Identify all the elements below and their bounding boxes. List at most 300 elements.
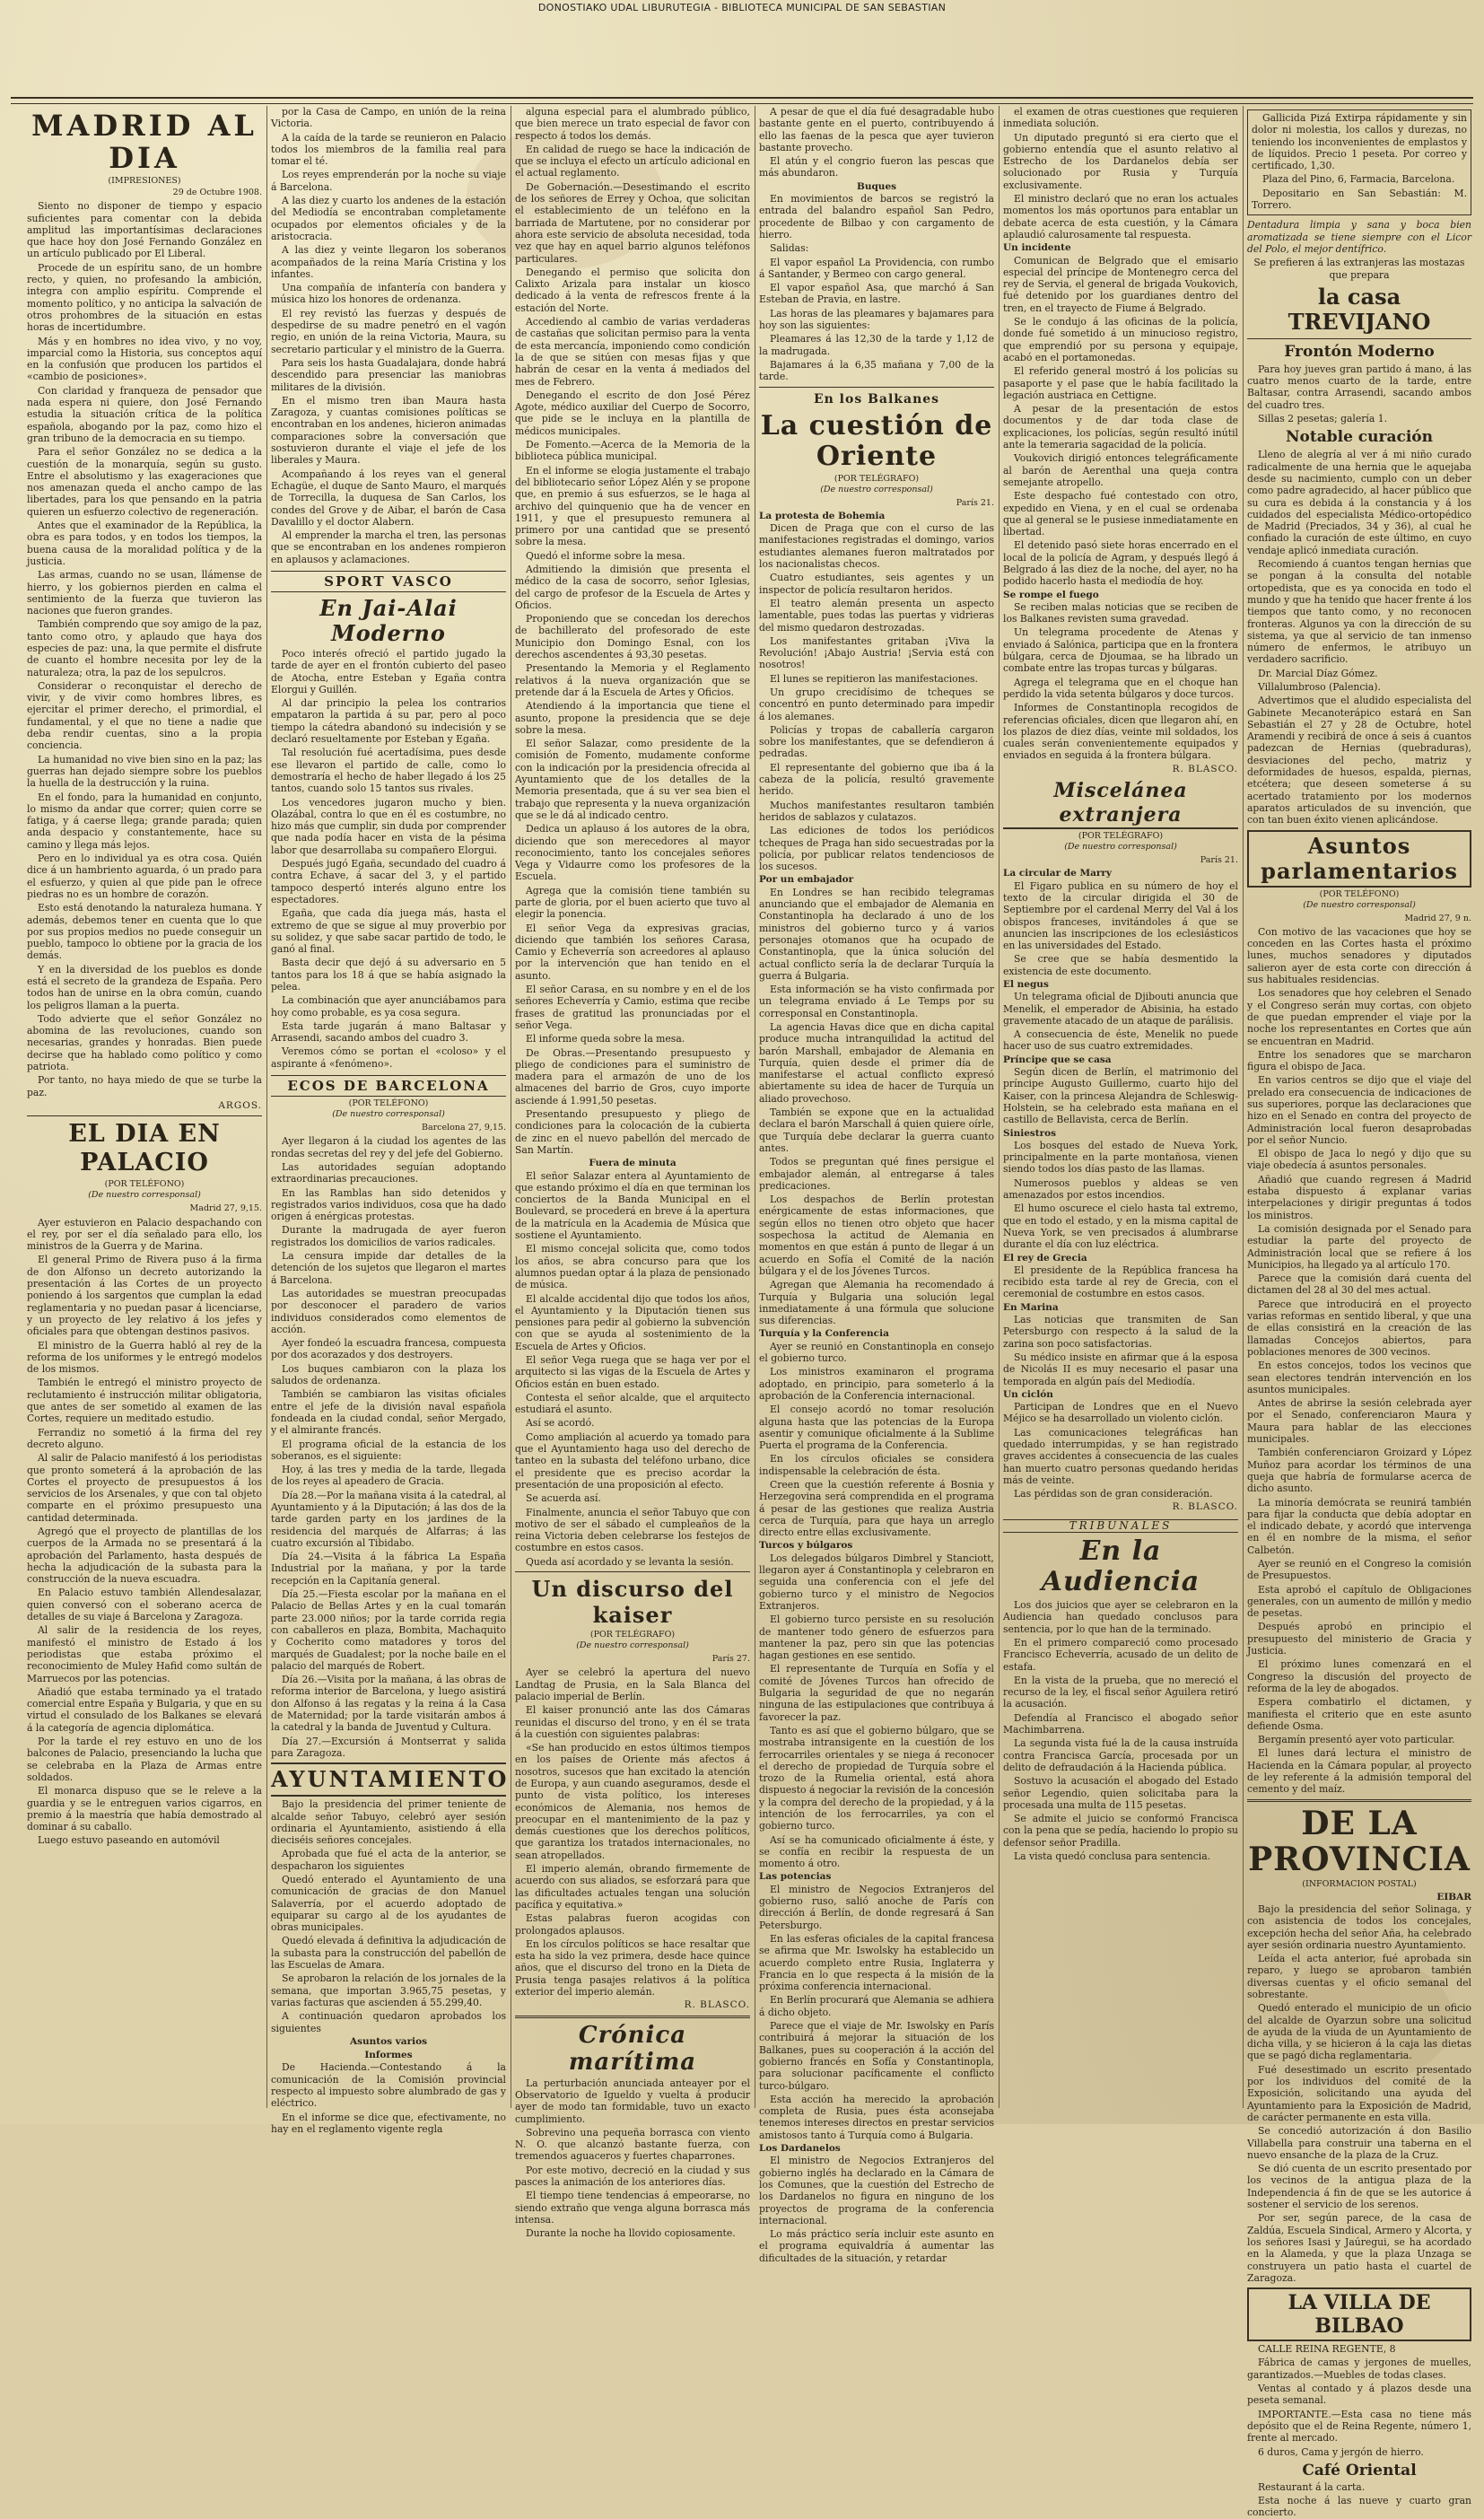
paragraph: Entre los senadores que se marcharon figura el obispo de Jaca. — [1247, 1048, 1471, 1073]
paragraph: Esta información se ha visto confirmada por un telegrama enviado á Le Temps por su corresponsal en Constantinopla. — [759, 984, 994, 1019]
paragraph: Advertimos que el aludido especialista del Gabinete Mecanoterápico estará en San Sebastián el 27 y 28 de Octubre, hotel Aramendi y recibirá de once á seis á cuantos padezcan de Hernias (quebraduras), desviaciones del pecho, matriz y deformidades de huesos, espalda, piernas, etcétera; que deseen someterse á su acertado tratamiento por los modernos aparatos articulados de su invención, que con tan buen éxito vienen aplicándose. — [1247, 695, 1471, 827]
paragraph: Aprobada que fué el acta de la anterior, se despacharon los siguientes — [271, 1848, 506, 1872]
paragraph: Los buques cambiaron con la plaza los saludos de ordenanza. — [271, 1362, 506, 1387]
paragraph: En los círculos políticos se hace resaltar que esta ha sido la vez primera, desde hace quince años, que el discurso del trono en la Dieta de Prusia tenga pasajes relativos á la política exterior del imperio alemán. — [515, 1937, 750, 1999]
paragraph: Las autoridades seguían adoptando extraordinarias precauciones. — [271, 1160, 506, 1185]
paragraph: El ministro declaró que no eran los actuales momentos los más oportunos para entablar un debate acerca de esta cuestión, y la Cámara aplaudió calurosamente tal respuesta. — [1003, 193, 1238, 241]
paragraph: El ministro de Negocios Extranjeros del gobierno inglés ha declarado en la Cámara de los Comunes, que la cuestión del Estrecho de los Dardanelos no figura en ninguno de los proyectos de programa de la conferencia internacional. — [759, 2155, 994, 2226]
paragraph: Admitiendo la dimisión que presenta el médico de la casa de socorro, señor Iglesias, del cargo de profesor de la Escuela de Artes y Oficios. — [515, 563, 750, 611]
paragraph: El señor Carasa, en su nombre y en el de los señores Echeverría y Camio, estima que recibe frases de gratitud las pronunciadas por el señor Vega. — [515, 984, 750, 1031]
paragraph: Salidas: — [770, 242, 809, 255]
paragraph: También comprendo que soy amigo de la paz, tanto como otro, y aplaudo que haya dos especies de paz: una, la que permite el disfrute de cuanto el hombre necesita por ley de la naturaleza; otra, la paz de los sepulcros. — [27, 618, 262, 678]
paragraph: Durante la noche ha llovido copiosamente. — [526, 2227, 736, 2240]
paragraph: Defendía al Francisco el abogado señor Machimbarrena. — [1003, 1711, 1238, 1736]
paragraph: Parece que la comisión dará cuenta del dictamen del 28 al 30 del mes actual. — [1247, 1273, 1471, 1297]
paragraph: Al dar principio la pelea los contrarios empataron la partida á su par, pero al poco tiempo la cátedra abandonó su indecisión y se declaró resueltamente por Esteban y Egaña. — [271, 697, 506, 746]
paragraph: Los ministros examinaron el programa adoptado, en principio, para someterlo á la aprobación de la Conferencia internacional. — [759, 1366, 994, 1402]
article-body — [1003, 991, 1238, 1052]
paragraph: Al salir de Palacio manifestó á los periodistas que pronto someterá á la aprobación de las Cortes el proyecto de presupuestos á los servicios de los Arsenales, y que con tal objeto comparte en el próximo presupuesto una cantidad determinada. — [27, 1452, 262, 1524]
paragraph: Tanto es así que el gobierno búlgaro, que se mostraba intransigente en la cuestión de los ferrocarriles orientales y se niega á reconocer el derecho de propiedad de Turquía sobre el trozo de la Rumelia oriental, está ahora dispuesto á negociar la revisión de la concesión y la compra del derecho de la propiedad, y á la intención de los ferrocarriles, ya con el gobierno turco. — [759, 1724, 994, 1832]
paragraph: Bajo la presidencia del primer teniente de alcalde señor Tabuyo, celebró ayer sesión ordinaria el Ayuntamiento, asistiendo á ella dieciséis señores concejales. — [271, 1798, 506, 1847]
byline-correspondent: (De nuestro corresponsal) — [1064, 842, 1177, 853]
dateline: 29 de Octubre 1908. — [172, 188, 262, 197]
column-divider — [266, 106, 267, 2108]
paragraph: El señor Vega da expresivas gracias, diciendo que también los señores Carasa, Camio y Echeverría son acreedores al aplauso por la intervención que han tenido en el asunto. — [515, 922, 750, 982]
paragraph: El alcalde accidental dijo que todos los años, el Ayuntamiento y la Diputación tienen sus pensiones para pedir al gobierno la subvención con que se ayuda al sostenimiento de la Escuela de Artes y Oficios. — [515, 1292, 750, 1352]
paragraph: Así se acordó. — [526, 1417, 595, 1430]
paragraph: El ministro de la Guerra habló al rey de la reforma de los uniformes y le entregó modelos de los mismos. — [27, 1339, 262, 1376]
section-title-palacio: EL DIA EN PALACIO — [68, 1120, 221, 1177]
paragraph: La agencia Havas dice que en dicha capital produce mucha intranquilidad la actitud del barón Marshall, embajador de Alemania en Turquía, quien desde el primer día de manifestarse el actual conflicto expresó abiertamente su idea de hacer de Turquía un aliado provechoso. — [759, 1021, 994, 1105]
paragraph: Por ser, según parece, de la casa de Zaldúa, Escuela Sindical, Armero y Alcorta, y los señores Isasi y Jaúregui, se ha acordado en la Alameda, y que la plaza Unzaga se construyera un patio hasta el cuartel de Zaragoza. — [1247, 2212, 1471, 2284]
paragraph: Las pérdidas son de gran consideración. — [1014, 1488, 1213, 1500]
paragraph: Día 25.—Fiesta escolar por la mañana en el Palacio de Bellas Artes y en la cual tomarán parte 23.000 niños; por la tarde corrida regia con caballeros en plaza, Bombita, Machaquito y Cocherito como matadores y toros del marqués de Guadalest; por la noche baile en el palacio del marqués de Robert. — [271, 1588, 506, 1672]
paragraph: También se cambiaron las visitas oficiales entre el jefe de la división naval española fondeada en la ciudad condal, señor Mergado, y el almirante francés. — [271, 1388, 506, 1437]
subhead: La protesta de Bohemia — [759, 510, 886, 521]
article-body — [271, 648, 506, 1070]
paragraph: También le entregó el ministro proyecto de reclutamiento é instrucción militar obligatoria, que antes de ser sometido al examen de las Cortes, requiere un meditado estudio. — [27, 1377, 262, 1425]
paragraph: Contesta el señor alcalde, que el arquitecto estudiará el asunto. — [515, 1391, 750, 1416]
paragraph: Las comunicaciones telegráficas han quedado interrumpidas, y se han registrado graves accidentes á consecuencia de las cuales han muerto cuatro personas quedando heridas más de veinte. — [1003, 1426, 1238, 1486]
paragraph: Muchos manifestantes resultaron también heridos de sablazos y culatazos. — [759, 799, 994, 823]
advertisement-gallicida — [1247, 109, 1471, 215]
paragraph: «Se han producido en estos últimos tiempos en los países de Oriente más afectos á nosotros, sucesos que han excitado la atención de Europa, y aun cuando aseguramos, desde el punto de vista político, los intereses económicos de Alemania, nos hemos de preocupar en el mantenimiento de la paz y demás cuestiones que los derechos políticos, que garantiza los tratados internacionales, no sean atropellados. — [515, 1742, 750, 1861]
section-title-curacion: Notable curación — [1285, 428, 1433, 447]
paragraph: Plaza del Pino, 6, Farmacia, Barcelona. — [1262, 173, 1455, 186]
paragraph: También conferenciaron Groizard y López Muñoz para acordar los términos de una queja que habría de formularse acerca de dicho asunto. — [1247, 1447, 1471, 1495]
paragraph: Las ediciones de todos los periódicos tcheques de Praga han sido secuestradas por la policía, por publicar relatos tendenciosos de los sucesos. — [759, 825, 994, 873]
paragraph: Presentando la Memoria y el Reglamento relativos á la nueva organización que se pretende dar á la Escuela de Artes y Oficios. — [515, 662, 750, 698]
paragraph: Finalmente, anuncia el señor Tabuyo que con motivo de ser el sábado el cumpleaños de la reina Victoria deben celebrarse los festejos de costumbre en estos casos. — [515, 1506, 750, 1554]
byline: (POR TELÉFONO) — [104, 1179, 185, 1190]
paragraph: Para el señor González no se dedica a la cuestión de la monarquía, según su gusto. Entre el absolutismo y las exageraciones que nos amenazan queda el ancho campo de las libertades, para los que pensando en la patria quieren un esfuerzo colectivo de regeneración. — [27, 446, 262, 518]
article-body — [1247, 363, 1471, 424]
paragraph: Añadió que cuando regresen á Madrid estaba dispuesto á explanar varias interpelaciones y dirigir preguntas á todos los ministros. — [1247, 1173, 1471, 1221]
divider — [515, 1571, 750, 1572]
article-body — [1247, 1903, 1471, 2284]
paragraph: Los manifestantes gritaban ¡Viva la Revolución! ¡Abajo Austria! ¡Servia está con nosotros! — [759, 634, 994, 671]
paragraph: En Londres se han recibido telegramas anunciando que el embajador de Alemania en Constantinopla ha declarado á uno de los ministros del gobierno turco y á varios personajes otomanos que ha ocupado de Constantinopla, que la única solución del actual conflicto sería la de declarar Turquía la guerra á Bulgaria. — [759, 886, 994, 982]
paragraph: Recomiendo á cuantos tengan hernias que se pongan á la consulta del notable ortopedista, que es ya conocida en todo el mundo y que ha tenido que hacer frente á los tiempos que tanto como, y no reconocen fronteras. Algunos ya con la dirección de su sistema, ya que al servicio de tan inmenso número de enfermos, le atribuyo un verdadero sacrificio. — [1247, 558, 1471, 666]
dateline: Madrid 27, 9,15. — [189, 1203, 262, 1214]
paragraph: Denegando el permiso que solicita don Calixto Arizala para instalar un kiosco dedicado á la venta de refrescos frente á la estación del Norte. — [515, 266, 750, 314]
paragraph: Numerosos pueblos y aldeas se ven amenazados por estos incendios. — [1003, 1176, 1238, 1202]
subhead: Las potencias — [759, 1871, 832, 1883]
paragraph: Los vencedores jugaron mucho y bien. Olazábal, contra lo que en él es costumbre, no hizo más que cumplir, sin duda por comprender que nada podía hacer en vista de la pésima labor que desarrollaba su compañero Elorgui. — [271, 796, 506, 856]
paragraph: Voukovich dirigió entonces telegráficamente al barón de Aerenthal una queja contra semejante atropello. — [1003, 452, 1238, 488]
article-body — [515, 1170, 750, 1569]
byline-correspondent: (De nuestro corresponsal) — [820, 484, 933, 494]
section-title-cronica: Crónica marítima — [568, 2021, 697, 2076]
paragraph: La minoría demócrata se reunirá también para fijar la conducta que debía adoptar en el indicado debate, y acordó que intervenga en él en nombre de la misma, el señor Calbetón. — [1247, 1496, 1471, 1556]
paragraph: CALLE REINA REGENTE, 8 — [1258, 2343, 1396, 2356]
subhead: Buques — [856, 180, 897, 192]
section-title-kaiser: Un discurso del kaiser — [531, 1576, 734, 1629]
paragraph: Queda así acordado y se levanta la sesión. — [526, 1555, 734, 1568]
divider — [515, 2016, 750, 2018]
ad-body — [1247, 2343, 1471, 2458]
paragraph: A pesar de que el día fué desagradable hubo bastante gente en el puerto, contribuyendo á ello las faenas de la pesca que ayer tuvieron bastante provecho. — [759, 106, 994, 153]
paragraph: Pero en lo individual ya es otra cosa. Quién dice á un hambriento aguarda, ó un prado para el esfuerzo, y quien al que pide pan le ofrece piedras no es un hombre de corazón. — [27, 853, 262, 900]
paragraph: alguna especial para el alumbrado público, que bien merece un trato especial de favor con respecto á todos los demás. — [515, 106, 750, 142]
paragraph: De Fomento.—Acerca de la Memoria de la biblioteca pública municipal. — [515, 439, 750, 463]
paragraph: El consejo acordó no tomar resolución alguna hasta que las potencias de la Europa asentir y comunique oficialmente á la Sublime Puerta el programa de la Conferencia. — [759, 1404, 994, 1452]
dateline: Barcelona 27, 9,15. — [422, 1123, 506, 1133]
column-6 — [1247, 106, 1471, 2519]
paragraph: De Obras.—Presentando presupuesto y pliego de condiciones para el suministro de madera para el armazón de uno de los almacenes del barrio de Gros, cuyo importe asciende á 1.991,50 pesetas. — [515, 1046, 750, 1106]
paragraph: Los bosques del estado de Nueva York, principalmente en la parte montañosa, vienen siendo todos los días pasto de las llamas. — [1003, 1139, 1238, 1176]
paragraph: En los círculos oficiales se considera indispensable la celebración de ésta. — [759, 1453, 994, 1477]
paragraph: Creen que la cuestión referente á Bosnia y Herzegovina será comprendida en el programa á pesar de las gestiones que realiza Austria cerca de Turquía, para que haya un arreglo directo entre ellas exclusivamente. — [759, 1478, 994, 1539]
paragraph: Dr. Marcial Díaz Gómez. — [1258, 667, 1378, 679]
article-body — [759, 106, 994, 179]
article-body — [1003, 880, 1238, 977]
paragraph: El ministro de Negocios Extranjeros del gobierno ruso, salió anoche de París con dirección á Berlín, de donde regresará á San Petersburgo. — [759, 1883, 994, 1931]
section-title-ecos: ECOS DE BARCELONA — [271, 1075, 506, 1097]
paragraph: El imperio alemán, obrando firmemente de acuerdo con sus aliados, se esforzará para que las dificultades actuales tengan una solución pacífica y equitativa.» — [515, 1863, 750, 1911]
paragraph: El representante del gobierno que iba á la cabeza de la policía, resultó gravemente herido. — [759, 761, 994, 798]
paragraph: Leída el acta anterior, fué aprobada sin reparo, y luego se aprobaron también diversas cuentas y el oficio semanal del sobrestante. — [1247, 1953, 1471, 2000]
article-signature: ARGOS. — [218, 1099, 262, 1111]
paragraph: Acompañando á los reyes van el general Echagüe, el duque de Santo Mauro, el marqués de Torrecilla, la duquesa de San Carlos, los condes del Grove y de Aibar, el barón de Casa Davalillo y el doctor Alabern. — [271, 468, 506, 528]
paragraph: Se le condujo á las oficinas de la policía, donde fué sometido á un minucioso registro, que emprendió por su persona y equipaje, acabó en el portamonedas. — [1003, 316, 1238, 363]
paragraph: El vapor español Asa, que marchó á San Esteban de Pravia, en lastre. — [759, 282, 994, 306]
paragraph: El tiempo tiene tendencias á empeorarse, no siendo extraño que venga alguna borrasca más intensa. — [515, 2190, 750, 2226]
paragraph: En Palacio estuvo también Allendesalazar, quien conversó con el soberano acerca de detalles de su viaje á Barcelona y Zaragoza. — [27, 1587, 262, 1623]
paragraph: Bajamares á la 6,35 mañana y 7,00 de la tarde. — [759, 358, 994, 383]
paragraph: Un telegrama oficial de Djibouti anuncia que Menelik, el emperador de Abisinia, ha estado gravemente atacado de un ataque de parálisis. — [1003, 991, 1238, 1027]
article-body — [759, 887, 994, 1327]
paragraph: El próximo lunes comenzará en el Congreso la discusión del proyecto de reforma de la ley de abogados. — [1247, 1658, 1471, 1694]
paragraph: Todo advierte que el señor González no abomina de las revoluciones, cuando son necesarias, grandes y honradas. Bien puede decirse que ha hablado como político y como patriota. — [27, 1012, 262, 1073]
paragraph: En movimientos de barcos se registró la entrada del balandro español San Pedro, procedente de Bilbao y con cargamento de hierro. — [759, 193, 994, 241]
byline-correspondent: (De nuestro corresponsal) — [576, 1640, 689, 1651]
paragraph: Esta tarde jugarán á mano Baltasar y Arrasendi, sacando ambos del cuadro 3. — [271, 1019, 506, 1045]
paragraph: La vista quedó conclusa para sentencia. — [1014, 1850, 1211, 1862]
paragraph: El monarca dispuso que se le releve a la guardia y se le entreguen varios cigarros, en premio á la maestría que había demostrado al dominar á su caballo. — [27, 1785, 262, 1833]
article-body — [1003, 601, 1238, 762]
paragraph: Ayer se celebró la apertura del nuevo Landtag de Prusia, en la Sala Blanca del palacio imperial de Berlín. — [515, 1666, 750, 1702]
paragraph: Sobrevino una pequeña borrasca con viento N. O. que alcanzó bastante fuerza, con tremendos aguaceros y fuertes chaparrones. — [515, 2126, 750, 2163]
paragraph: Por la tarde el rey estuvo en uno de los balcones de Palacio, presenciando la lucha que se celebraba en la Plaza de Armas entre soldados. — [27, 1736, 262, 1783]
subhead: Príncipe que se casa — [1003, 1054, 1112, 1065]
paragraph: 6 duros, Cama y jergón de hierro. — [1258, 2445, 1424, 2458]
paragraph: Se admite el juicio se conformó Francisca con la pena que se pedía, haciendo lo propio su defensor señor Pradilla. — [1003, 1813, 1238, 1849]
paragraph: Día 26.—Visita por la mañana, á las obras de reforma interior de Barcelona, y luego asistirá don Alfonso á las regatas y la reina á la Casa de Maternidad; por la tarde visitarán ambos á la catedral y la banda de Juventud y Cultura. — [271, 1674, 506, 1734]
paragraph: Ventas al contado y á plazos desde una peseta semanal. — [1247, 2383, 1471, 2407]
paragraph: El mismo concejal solicita que, como todos los años, se abra concurso para que los alumnos puedan optar á la plaza de pensionado de música. — [515, 1243, 750, 1291]
section-title-provincia: DE LA PROVINCIA — [1248, 1804, 1471, 1878]
paragraph: Quedó el informe sobre la mesa. — [526, 549, 685, 562]
article-body — [1003, 1401, 1238, 1500]
article-body — [1003, 106, 1238, 241]
article-signature: R. BLASCO. — [1172, 763, 1238, 774]
byline-correspondent: (De nuestro corresponsal) — [332, 1109, 445, 1120]
article-body — [515, 106, 750, 1156]
paragraph: por la Casa de Campo, en unión de la reina Victoria. — [271, 106, 506, 130]
byline: (POR TELÉGRAFO) — [834, 473, 920, 484]
paragraph: La censura impide dar detalles de la detención de los sujetos que llegaron el martes á Barcelona. — [271, 1250, 506, 1286]
paragraph: Parece que introducirá en el proyecto varias reformas en sentido liberal, y que una de ellas consistirá en la creación de las llamadas Concejos abiertos, para poblaciones menores de 300 vecinos. — [1247, 1298, 1471, 1358]
subhead: Asuntos varios — [349, 2035, 428, 2047]
article-body — [1003, 1066, 1238, 1125]
column-divider — [999, 106, 1000, 2108]
column-1 — [27, 106, 262, 2115]
paragraph: Al emprender la marcha el tren, las personas que se encontraban en los andenes rompieron en aplausos y aclamaciones. — [271, 529, 506, 565]
paragraph: Los reyes emprenderán por la noche su viaje á Barcelona. — [271, 169, 506, 193]
paragraph: Proponiendo que se concedan los derechos de bachillerato del profesorado de este Municipio don Domingo Esnal, con los derechos ascendentes á 93,30 pesetas. — [515, 613, 750, 661]
paragraph: Gallicida Pizá Extirpa rápidamente y sin dolor ni molestia, los callos y durezas, no teniendo los inconvenientes de emplastos y de líquidos. Precio 1 peseta. Por correo y certificado, 1,30. — [1252, 112, 1467, 172]
paragraph: Lo más práctico sería incluir este asunto en el programa equivaldría á aumentar las dificultades de la situación, y retardar — [759, 2228, 994, 2264]
paragraph: Las autoridades se muestran preocupadas por desconocer el paradero de varios individuos considerados como elementos de acción. — [271, 1287, 506, 1335]
paragraph: Agrega que la comisión tiene también su parte de gloria, por el buen acierto que tuvo al elegir la ponencia. — [515, 884, 750, 921]
article-body — [759, 1553, 994, 1870]
article-body — [1247, 926, 1471, 1796]
paragraph: Procede de un espíritu sano, de un hombre recto, y quien, no profesando la ambición, integra con amplio espíritu. Comprende el momento político, y no anticipa la salvación de otros prohombres de la situación en estas horas de incertidumbre. — [27, 261, 262, 334]
paragraph: A consecuencia de éste, Menelik no puede hacer uso de sus cuatro extremidades. — [1003, 1028, 1238, 1053]
paragraph: Después jugó Egaña, secundado del cuadro á contra Echave, á sacar del 3, y el partido tampoco despertó interés alguno entre los espectadores. — [271, 858, 506, 905]
paragraph: Ayer llegaron á la ciudad los agentes de las rondas secretas del rey y del jefe del Gobierno. — [271, 1135, 506, 1159]
paragraph: Luego estuvo paseando en automóvil — [38, 1834, 220, 1847]
byline: (POR TELÉFONO) — [348, 1098, 429, 1109]
paragraph: Los dos juicios que ayer se celebraron en la Audiencia han quedado conclusos para sentencia, por lo que han de la terminado. — [1003, 1599, 1238, 1635]
paragraph: Añadió que estaba terminado ya el tratado comercial entre España y Bulgaria, y que en su virtud el consulado de los Balkanes se elevará á la categoría de agencia diplomática. — [27, 1685, 262, 1734]
paragraph: El lunes dará lectura el ministro de Hacienda en la Cámara popular, al proyecto de ley referente á la admisión temporal del cemento y del maíz. — [1247, 1747, 1471, 1796]
paragraph: Los despachos de Berlín protestan enérgicamente de estas informaciones, que según ellos no tienen otro objeto que hacer sospechosa la actitud de Alemania en momentos en que están á punto de llegar á un acuerdo en Sofía el Comité de la nación búlgara y el de los Jóvenes Turcos. — [759, 1194, 994, 1277]
paragraph: Según dicen de Berlín, el matrimonio del príncipe Augusto Guillermo, cuarto hijo del Kaiser, con la princesa Alejandra de Schleswig-Holstein, se ha celebrado esta mañana en el castillo de Bellavista, cerca de Berlín. — [1003, 1066, 1238, 1126]
divider — [27, 1115, 262, 1116]
paragraph: Considerar o reconquistar el derecho de vivir, y de vivir como hombres libres, es ejercitar el primer derecho, el primordial, el fundamental, y el que no tiene a nadie que deba rendir cuentas, sino a la propia conciencia. — [27, 679, 262, 752]
paragraph: El señor Salazar entera al Ayuntamiento de que estando próximo el día en que terminan los conciertos de la Banda Municipal en el Boulevard, se procederá en breve á la apertura de la matrícula en la Academia de Música que sostiene el Ayuntamiento. — [515, 1169, 750, 1242]
paragraph: Policías y tropas de caballería cargaron sobre los manifestantes, que se defendieron á pedradas. — [759, 723, 994, 760]
paragraph: A la caída de la tarde se reunieron en Palacio todos los miembros de la familia real para tomar el té. — [271, 131, 506, 168]
paragraph: El kaiser pronunció ante las dos Cámaras reunidas el discurso del trono, y en él se trata á la cuestión con siguientes palabras: — [515, 1704, 750, 1740]
paragraph: En varios centros se dijo que el viaje del prelado era consecuencia de indicaciones de sus superiores, porque las declaraciones que hizo en el Senado en contra del proyecto de Administración local fueron desaprobadas por el señor Nuncio. — [1247, 1074, 1471, 1146]
article-body — [1003, 1264, 1238, 1300]
paragraph: Durante la madrugada de ayer fueron registrados los domicilios de varios radicales. — [271, 1224, 506, 1248]
byline: (POR TELÉGRAFO) — [589, 1630, 676, 1640]
paragraph: El referido general mostró á los policías su pasaporte y el pase que le había facilitado la legación austriaca en Cettigne. — [1003, 365, 1238, 401]
paragraph: Quedó enterado el Ayuntamiento de una comunicación de gracias de don Manuel Salaverría, por el acuerdo adoptado de equiparar su cargo al de los ayudantes de obras municipales. — [271, 1874, 506, 1934]
paragraph: Poco interés ofreció el partido jugado la tarde de ayer en el frontón cubierto del paseo de Atocha, entre Esteban y Egaña contra Elorgui y Guillén. — [271, 647, 506, 695]
paragraph: Un diputado preguntó si era cierto que el gobierno entendía que el asunto relativo al Estrecho de los Dardanelos debía ser solucionado por Rusia y Turquía exclusivamente. — [1003, 131, 1238, 191]
paragraph: Dedica un aplauso á los autores de la obra, diciendo que son merecedores al mayor reconocimiento, tanto los concejales señores Vega y Vidaurre como los profesores de la Escuela. — [515, 823, 750, 883]
paragraph: A continuación quedaron aprobados los siguientes — [271, 2010, 506, 2034]
paragraph: Más y en hombres no idea vivo, y no voy, imparcial como la Historia, sus conceptos aquí en la confusión que producen los partidos el «cambio de posiciones». — [27, 335, 262, 383]
paragraph: El vapor español La Providencia, con rumbo á Santander, y Bermeo con cargo general. — [759, 256, 994, 280]
paragraph: Esta aprobó el capítulo de Obligaciones generales, con un aumento de millón y medio de pesetas. — [1247, 1583, 1471, 1620]
byline: (POR TELÉGRAFO) — [1078, 831, 1164, 842]
paragraph: Informes de Constantinopla recogidos de referencias oficiales, dicen que llegaron ahí, en los plazos de diez días, veinte mil soldados, los cuales serán convenientemente equipados y enviados en seguida á la frontera búlgara. — [1003, 702, 1238, 762]
paragraph: Atendiendo á la importancia que tiene el asunto, propone la presidencia que se deje sobre la mesa. — [515, 700, 750, 736]
subhead: Por un embajador — [759, 874, 854, 886]
subhead: Turcos y búlgaros — [759, 1540, 853, 1552]
subhead: Fuera de minuta — [589, 1158, 677, 1169]
paragraph: Fábrica de camas y jergones de muelles, garantizados.—Muebles de todas clases. — [1247, 2357, 1471, 2381]
paragraph: Se cree que se había desmentido la existencia de este documento. — [1003, 953, 1238, 977]
paragraph: Tal resolución fué acertadísima, pues desde ese llevaron el partido de calle, como lo demostraría el hecho de haber llegado á los 25 tantos, cuando solo 15 tantos sus rivales. — [271, 747, 506, 795]
paragraph: Egaña, que cada día juega más, hasta el extremo de que se sigue al muy proverbio por su solidez, y que sabe sacar partido de todo, le ganó al final. — [271, 907, 506, 956]
paragraph: En calidad de ruego se hace la indicación de que se incluya el efecto un artículo adicional en el actual reglamento. — [515, 143, 750, 179]
paragraph: Todos se preguntan qué fines persigue el embajador alemán, al entregarse á tales predicaciones. — [759, 1156, 994, 1192]
subhead: Informes — [364, 2050, 413, 2061]
paragraph: El atún y el congrio fueron las pescas que más abundaron. — [759, 155, 994, 179]
paragraph: Accediendo al cambio de varias verdaderas de castañas que solicitan permiso para la venta de esta mercancía, imponiendo como condición la de que se sitúen con mesas fijas y que habrán de cesar en la venta á mediados del mes de Febrero. — [515, 316, 750, 388]
paragraph: La comisión designada por el Senado para estudiar la parte del proyecto de Administración local que se refiere á los Municipios, ha llegado ya al artículo 170. — [1247, 1222, 1471, 1271]
paragraph: De Gobernación.—Desestimando el escrito de los señores de Errey y Ochoa, que solicitan el establecimiento de un teléfono en la barriada de Martutene, por no considerar por ahora este servicio de absoluta necesidad, toda vez que hay en aquel barrio algunos teléfonos particulares. — [515, 180, 750, 265]
section-title-jai-alai: En Jai-Alai Moderno — [319, 594, 458, 646]
article-body — [515, 1666, 750, 1998]
article-signature: R. BLASCO. — [684, 1999, 750, 2011]
paragraph: Esto está denotando la naturaleza humana. Y además, debemos tener en cuenta que lo que por sus propios medios no puede conseguir un pueblo, tampoco lo obtiene por la gracia de los demás. — [27, 902, 262, 962]
column-4 — [759, 106, 994, 2264]
paragraph: Bajo la presidencia del señor Solinaga, y con asistencia de todos los concejales, excepción hecha del señor Aña, ha celebrado ayer sesión ordinaria nuestro Ayuntamiento. — [1247, 1902, 1471, 1951]
paragraph: Antes de abrirse la sesión celebrada ayer por el Senado, conferenciaron Maura y Maura para hablar de las elecciones municipales. — [1247, 1397, 1471, 1446]
paragraph: Sostuvo la acusación el abogado del Estado señor Legendio, quien solicitaba para la procesada una multa de 115 pesetas. — [1003, 1775, 1238, 1811]
paragraph: Pleamares á las 12,30 de la tarde y 1,12 de la madrugada. — [759, 333, 994, 357]
paragraph: El rey revistó las fuerzas y después de despedirse de su madre penetró en el vagón regio, en unión de la reina Victoria, Maura, su secretario particular y el ministro de la Guerra. — [271, 307, 506, 355]
paragraph: El programa oficial de la estancia de los soberanos, es el siguiente: — [271, 1438, 506, 1462]
paragraph: Quedó enterado el municipio de un oficio del alcalde de Oyarzun sobre una solicitud de ayuda de la viuda de un Ayuntamiento de dicha villa, y se hicieron á la caja las dietas que se pagó dicha reglamentaria. — [1247, 2002, 1471, 2062]
paragraph: Lleno de alegría al ver á mi niño curado radicalmente de una hernia que le aquejaba desde su nacimiento, cumplo con un deber como padre agradecido, al hacer público que su cura es debida á la constancia y á los cuidados del especialista Médico-ortopédico de Madrid (Preciados, 34 y 36), al cual he confiado la curación de este último, en cuyo vendaje aplicó inmediata curación. — [1247, 449, 1471, 556]
paragraph: Fué desestimado un escrito presentado por los individuos del comité de la Exposición, solicitando una ayuda del Ayuntamiento para la Exposición de Madrid, de carácter permanente en esta villa. — [1247, 2063, 1471, 2123]
section-title-audiencia: En la Audiencia — [1041, 1535, 1200, 1598]
paragraph: En las esferas oficiales de la capital francesa se afirma que Mr. Iswolsky ha establecido un acuerdo completo entre Rusia, Inglaterra y Francia en lo que respecta á la misión de la próxima conferencia internacional. — [759, 1932, 994, 1993]
subhead: El negus — [1003, 979, 1049, 990]
paragraph: Comunican de Belgrado que el emisario especial del príncipe de Montenegro cerca del rey de Servia, el general de brigada Voukovich, fué detenido por los guardianes dentro del tren, en el trayecto de Fiume á Belgrado. — [1003, 254, 1238, 314]
paragraph: Día 24.—Visita á la fábrica La España Industrial por la mañana, y por la tarde recepción en la Capitanía general. — [271, 1551, 506, 1587]
paragraph: En la vista de la prueba, que no mereció el recurso de la ley, el fiscal señor Aguilera retiró la acusación. — [1003, 1674, 1238, 1710]
section-kicker-balkanes: En los Balkanes — [813, 391, 940, 407]
divider — [1247, 338, 1471, 339]
paragraph: Esta acción ha merecido la aprobación completa de Rusia, pues ésta aconsejaba tenemos intereses directos en prestar servicios amistosos tanto á Turquía como á Bulgaria. — [759, 2093, 994, 2141]
paragraph: Cuatro estudiantes, seis agentes y un inspector de policía resultaron heridos. — [759, 572, 994, 596]
paragraph: Por tanto, no haya miedo de que se turbe la paz. — [27, 1074, 262, 1098]
subhead: Siniestros — [1003, 1127, 1057, 1139]
section-meta: (IMPRESIONES) — [108, 176, 181, 186]
paragraph: Se dió cuenta de un escrito presentado por los vecinos de la antigua plaza de la Independencia á fin de que se les autorice á sostener el servicio de los serenos. — [1247, 2163, 1471, 2211]
advertisement-dentadura: Dentadura limpia y sana y boca bien aromatizada se tiene siempre con el Licor del Polo, el mejor dentífrico. — [1247, 219, 1471, 255]
paragraph: Depositario en San Sebastián: M. Torrero. — [1252, 187, 1467, 212]
byline-correspondent: (De nuestro corresponsal) — [1303, 899, 1416, 910]
paragraph: Las noticias que transmiten de San Petersburgo con respecto á la salud de la zarina son poco satisfactorias. — [1003, 1314, 1238, 1350]
divider — [759, 387, 994, 388]
paragraph: Se concedió autorización á don Basilio Villabella para construir una taberna en el nuevo ensanche de la plaza de la Cruz. — [1247, 2125, 1471, 2161]
paragraph: Ferrandiz no sometió á la firma del rey decreto alguno. — [27, 1426, 262, 1450]
subhead: Los Dardanelos — [759, 2143, 841, 2155]
article-body — [271, 1135, 506, 1759]
byline: (POR TELÉFONO) — [1319, 888, 1400, 899]
paragraph: En el mismo tren iban Maura hasta Zaragoza, y cuantas comisiones políticas se encontraban en los andenes, hicieron animadas comparaciones sobre la conversación que sostuvieron durante el viaje el jefe de los liberales y Maura. — [271, 394, 506, 467]
paragraph: Como ampliación al acuerdo ya tomado para que el Ayuntamiento haga uso del derecho de tanteo en la subasta del teléfono urbano, dice el presidente que es preciso acordar la presentación de una proposición al efecto. — [515, 1430, 750, 1491]
paragraph: La segunda vista fué la de la causa instruída contra Francisca García, procesada por un delito de defraudación á la Hacienda pública. — [1003, 1737, 1238, 1773]
paragraph: Agregó que el proyecto de plantillas de los cuerpos de la Armada no se presentará á la aprobación del Parlamento, hasta después de hecha la adjudicación de la subasta para la construcción de la nueva escuadra. — [27, 1525, 262, 1586]
paragraph: También se expone que en la actualidad declara el barón Marschall á quien quiere oírle, que Turquía debe declarar la guerra cuanto antes. — [759, 1106, 994, 1154]
paragraph: El detenido pasó siete horas encerrado en el local de la policía de Agram, y después llegó á Belgrado á las diez de la noche, del ayer, no ha podido hacerlo hasta el mediodía de hoy. — [1003, 539, 1238, 588]
paragraph: Con motivo de las vacaciones que hoy se conceden en las Cortes hasta el próximo lunes, muchos senadores y diputados salieron ayer de esta corte con dirección á sus habituales residencias. — [1247, 925, 1471, 986]
ad-kicker: Se prefieren á las extranjeras las mostazas que prepara — [1253, 257, 1465, 281]
paragraph: Un grupo crecidísimo de tcheques se concentró en punto determinado para impedir á los alemanes. — [759, 686, 994, 722]
paragraph: Este despacho fué contestado con otro, expedido en Viena, y en el cual se ordenaba que al general se le pusiese inmediatamente en libertad. — [1003, 490, 1238, 538]
subhead: El rey de Grecia — [1003, 1252, 1087, 1264]
paragraph: En el fondo, para la humanidad en conjunto, lo mismo da andar que correr; quien corre se fatiga, y á caerse llega; grande parada; quien anda despacio y constantemente, hace su camino y llega más lejos. — [27, 791, 262, 851]
article-body — [515, 2077, 750, 2240]
paragraph: A las diez y veinte llegaron los soberanos acompañados de la reina María Cristina y los infantes. — [271, 244, 506, 280]
article-body — [271, 1798, 506, 2034]
paragraph: En Berlín procurará que Alemania se adhiera á dicho objeto. — [759, 1994, 994, 2018]
paragraph: El humo oscurece el cielo hasta tal extremo, que en todo el estado, y en la misma capital de Nueva York, se ven precisados á alumbrarse durante el día con luz eléctrica. — [1003, 1203, 1238, 1251]
paragraph: Ayer se reunió en Constantinopla en consejo el gobierno turco. — [759, 1340, 994, 1365]
paragraph: El representante de Turquía en Sofía y el comité de Jóvenes Turcos han ofrecido de Bulgaria la seguridad de que no negarán ninguna de las estipulaciones que contribuya á favorecer la paz. — [759, 1663, 994, 1723]
paragraph: El presidente de la República francesa ha recibido esta tarde al rey de Grecia, con el ceremonial de costumbre en estos casos. — [1003, 1264, 1238, 1300]
library-header: DONOSTIAKO UDAL LIBURUTEGIA - BIBLIOTECA MUNICIPAL DE SAN SEBASTIAN — [537, 2, 947, 13]
paragraph: Ayer fondeó la escuadra francesa, compuesta por dos acorazados y dos destroyers. — [271, 1337, 506, 1361]
paragraph: De Hacienda.—Contestando á la comunicación de la Comisión provincial respecto al impuesto sobre alumbrado de gas y eléctrico. — [271, 2061, 506, 2110]
paragraph: Presentando presupuesto y pliego de condiciones para la colocación de la cubierta de zinc en el nuevo pabellón del mercado de San Martín. — [515, 1108, 750, 1156]
paragraph: El general Primo de Rivera puso á la firma de don Alfonso un decreto autorizando la presentación á las Cortes de un proyecto poniendo á los sargentos que cumplan la edad reglamentaria y no puedan pasar á licenciarse, y un proyecto de ley relativo á los jefes y oficiales para que obtengan destinos pasivos. — [27, 1254, 262, 1338]
section-title-ayuntamiento: AYUNTAMIENTO — [271, 1762, 506, 1797]
paragraph: La perturbación anunciada anteayer por el Observatorio de Igueldo y vuelta á producir ayer de modo tan formidable, tuvo un exacto cumplimiento. — [515, 2077, 750, 2125]
paragraph: Esta noche á las nueve y cuarto gran concierto. — [1247, 2495, 1471, 2519]
paragraph: Participan de Londres que en el Nuevo Méjico se ha desarrollado un violento ciclón. — [1003, 1401, 1238, 1425]
subhead: Un incidente — [1003, 242, 1071, 254]
paragraph: El lunes se repitieron las manifestaciones. — [770, 672, 978, 685]
paragraph: Las horas de las pleamares y bajamares para hoy son las siguientes: — [759, 307, 994, 332]
paragraph: Hoy, á las tres y media de la tarde, llegada de los reyes al apeadero de Gracia. — [271, 1464, 506, 1488]
article-body — [271, 2061, 506, 2135]
dateline: Madrid 27, 9 n. — [1404, 913, 1471, 923]
paragraph: Y en la diversidad de los pueblos es donde está el secreto de la grandeza de España. Pero todos han de unirse en la obra común, cuando los peligros llaman a la puerta. — [27, 963, 262, 1011]
paragraph: Estas palabras fueron acogidas con prolongados aplausos. — [515, 1912, 750, 1937]
advertisement-cafe-oriental: Café Oriental — [1302, 2461, 1417, 2480]
article-body — [1003, 255, 1238, 588]
paragraph: El gobierno turco persiste en su resolución de mantener todo género de esfuerzos para mantener la paz, pero sin que las potencias hagan gestiones en ese sentido. — [759, 1614, 994, 1662]
paragraph: Antes que el examinador de la República, la obra es para todos, y en todos los tiempos, la buena causa de la moralidad política y de la justicia. — [27, 520, 262, 567]
paragraph: Espera combatirlo el dictamen, y manifiesta el criterio que en este asunto defiende Osma. — [1247, 1696, 1471, 1732]
paragraph: A las diez y cuarto los andenes de la estación del Mediodía se encontraban completamente ocupados por elementos oficiales y de la aristocracia. — [271, 195, 506, 242]
subhead: Un ciclón — [1003, 1388, 1053, 1400]
paragraph: Los delegados búlgaros Dimbrel y Stanciott, llegaron ayer á Constantinopla y celebraron en seguida una conferencia con el jefe del gobierno turco y el ministro de Negocios Extranjeros. — [759, 1552, 994, 1612]
column-3 — [515, 106, 750, 2240]
paragraph: Para seis los hasta Guadalajara, donde habrá descendido para presenciar las maniobras militares de la división. — [271, 356, 506, 393]
paragraph: Día 27.—Excursión á Montserrat y salida para Zaragoza. — [271, 1735, 506, 1759]
paragraph: Su médico insiste en afirmar que á la esposa de Nicolás II es muy necesario el pasar una temporada en algún país del Mediodía. — [1003, 1351, 1238, 1387]
article-body — [759, 2155, 994, 2264]
paragraph: Ayer estuvieron en Palacio despachando con el rey, por ser el día señalado para ello, los ministros de la Guerra y de Marina. — [27, 1216, 262, 1253]
paragraph: La humanidad no vive bien sino en la paz; las guerras han dejado siempre sobre los pueblos la huella de la destrucción y la ruina. — [27, 753, 262, 790]
paragraph: En las Ramblas han sido detenidos y registrados varios individuos, cosa que ha dado origen á enérgicas protestas. — [271, 1186, 506, 1223]
paragraph: Siento no disponer de tiempo y espacio suficientes para comentar con la debida amplitud las importantísimas declaraciones que hace hoy don José Fernando González en un artículo publicado por El Liberal. — [27, 200, 262, 260]
paragraph: Restaurant á la carta. — [1258, 2480, 1366, 2493]
section-title-asuntos: Asuntos parlamentarios — [1247, 830, 1471, 888]
paragraph: Se acuerda así. — [526, 1492, 601, 1505]
paragraph: Al salir de la residencia de los reyes, manifestó el ministro de Estado á los periodistas que estaba próximo el reconocimiento de Muley Hafid como sultán de Marruecos por las potencias. — [27, 1624, 262, 1684]
byline: (INFORMACION POSTAL) — [1302, 1878, 1417, 1889]
section-kicker-tribunales: TRIBUNALES — [1003, 1519, 1238, 1533]
paragraph: el examen de otras cuestiones que requieren inmediata solución. — [1003, 106, 1238, 130]
article-body — [759, 522, 994, 872]
paragraph: Una compañía de infantería con bandera y música hizo los honores de ordenanza. — [271, 282, 506, 306]
ad-body — [1247, 2481, 1471, 2519]
subhead: Se rompe el fuego — [1003, 589, 1099, 600]
paragraph: Parece que el viaje de Mr. Iswolsky en París contribuirá á mejorar la situación de los Balkanes, pues su cooperación á la acción del gobierno francés en Sofía y Constantinopla, para solucionar pacíficamente el conflicto turco-búlgaro. — [759, 2020, 994, 2092]
dateline: París 21. — [956, 497, 994, 508]
masthead-rule — [11, 97, 1473, 104]
article-body — [759, 1884, 994, 2141]
dateline: París 27. — [711, 1654, 750, 1665]
byline-correspondent: (De nuestro corresponsal) — [88, 1190, 201, 1201]
section-title-fronton: Frontón Moderno — [1284, 342, 1435, 361]
